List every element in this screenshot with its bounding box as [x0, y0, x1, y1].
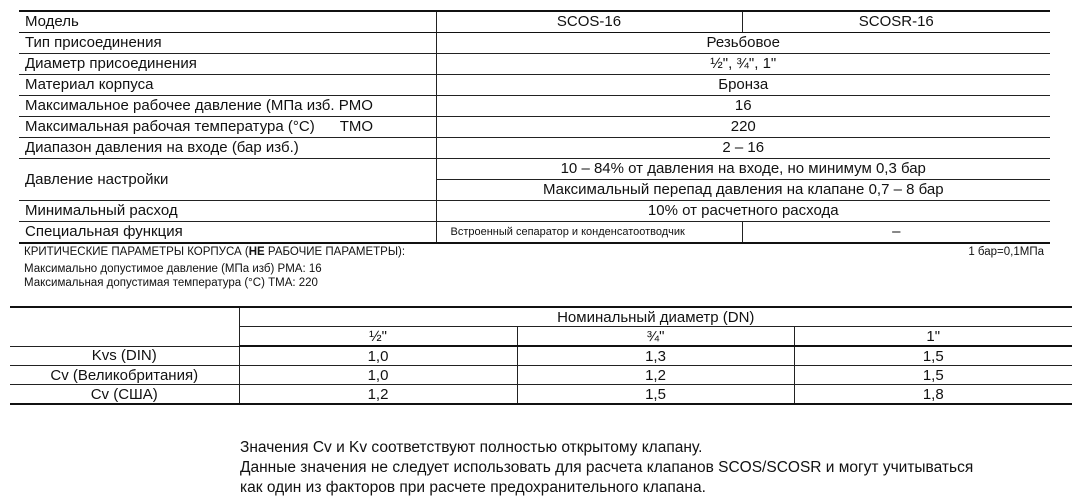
spec-label: Минимальный расход — [19, 201, 436, 222]
footer-line-1: Значения Cv и Kv соответствуют полностью открытому клапану. — [240, 439, 703, 456]
tma-note: Максимальная допустимая температура (°C) TMA: 220 — [24, 277, 318, 289]
model-label: Модель — [19, 11, 436, 33]
kv-row-label: Cv (США) — [10, 385, 239, 405]
spec-label: Диапазон давления на входе (бар изб.) — [19, 138, 436, 159]
spec-row-setting-pressure — [19, 159, 1050, 180]
spec-label: Специальная функция — [19, 222, 436, 244]
kv-header: Номинальный диаметр (DN) — [239, 307, 1072, 327]
critical-prefix: КРИТИЧЕСКИЕ ПАРАМЕТРЫ КОРПУСА ( — [24, 246, 249, 258]
footer-line-2: Данные значения не следует использовать для расчета клапанов SCOS/SCOSR и могут учитываться — [240, 459, 974, 476]
pma-note: Максимально допустимое давление (МПа изб) PMA: 16 — [24, 263, 322, 275]
critical-bold: НЕ — [248, 246, 265, 258]
spec-value: Резьбовое — [436, 33, 1050, 54]
kv-cell: 1,5 — [517, 385, 794, 405]
kv-cell: 1,5 — [794, 346, 1072, 366]
bar-conversion-note: 1 бар=0,1МПа — [968, 246, 1044, 258]
kv-row-cv-usa — [10, 385, 1072, 405]
kv-size-half: ½" — [239, 327, 517, 347]
spec-table — [19, 10, 1050, 244]
kv-cell: 1,2 — [517, 366, 794, 385]
spec-value: Бронза — [436, 75, 1050, 96]
kv-row-label: Cv (Великобритания) — [10, 366, 239, 385]
kv-cell: 1,5 — [794, 366, 1072, 385]
spec-value: Максимальный перепад давления на клапане 0,7 – 8 бар — [436, 180, 1050, 201]
kv-cell: 1,3 — [517, 346, 794, 366]
spec-value: 220 — [436, 117, 1050, 138]
spec-value: 16 — [436, 96, 1050, 117]
spec-value: 2 – 16 — [436, 138, 1050, 159]
spec-value: 10 – 84% от давления на входе, но минимум 0,3 бар — [436, 159, 1050, 180]
kv-cell: 1,8 — [794, 385, 1072, 405]
kv-size-three-quarter: ¾" — [517, 327, 794, 347]
spec-value: ½", ¾", 1" — [436, 54, 1050, 75]
critical-suffix: РАБОЧИЕ ПАРАМЕТРЫ): — [264, 246, 406, 258]
spec-label: Диаметр присоединения — [19, 54, 436, 75]
spec-value: 10% от расчетного расхода — [436, 201, 1050, 222]
kv-row-cv-uk — [10, 366, 1072, 385]
spec-row-inlet-pressure — [19, 138, 1050, 159]
spec-row-connection-size — [19, 54, 1050, 75]
footer-line-3: как один из факторов при расчете предохранительного клапана. — [240, 479, 706, 496]
spec-label: Максимальная рабочая температура (°C) TMO — [19, 117, 436, 138]
spec-header-row — [19, 11, 1050, 33]
kv-row-kvs-din — [10, 346, 1072, 366]
model-scosr-16: SCOSR-16 — [742, 11, 1050, 33]
kv-cell: 1,0 — [239, 346, 517, 366]
kv-cell: 1,2 — [239, 385, 517, 405]
model-scos-16: SCOS-16 — [436, 11, 742, 33]
spec-value-scosr: – — [742, 222, 1050, 244]
spec-label: Тип присоединения — [19, 33, 436, 54]
kv-corner-cell — [10, 307, 239, 346]
kv-size-one: 1" — [794, 327, 1072, 347]
spec-value-scos: Встроенный сепаратор и конденсатоотводчик — [436, 222, 742, 244]
kv-cell: 1,0 — [239, 366, 517, 385]
spec-row-min-flow — [19, 201, 1050, 222]
spec-label: Максимальное рабочее давление (МПа изб. PMO — [19, 96, 436, 117]
critical-parameters-note — [24, 246, 405, 259]
spec-row-max-pressure — [19, 96, 1050, 117]
kv-header-row — [10, 307, 1072, 327]
spec-label: Материал корпуса — [19, 75, 436, 96]
kv-table — [10, 306, 1072, 405]
spec-row-connection-type — [19, 33, 1050, 54]
spec-label: Давление настройки — [19, 159, 436, 201]
spec-row-max-temperature — [19, 117, 1050, 138]
spec-row-special-function — [19, 222, 1050, 244]
spec-row-body-material — [19, 75, 1050, 96]
kv-row-label: Kvs (DIN) — [10, 346, 239, 366]
